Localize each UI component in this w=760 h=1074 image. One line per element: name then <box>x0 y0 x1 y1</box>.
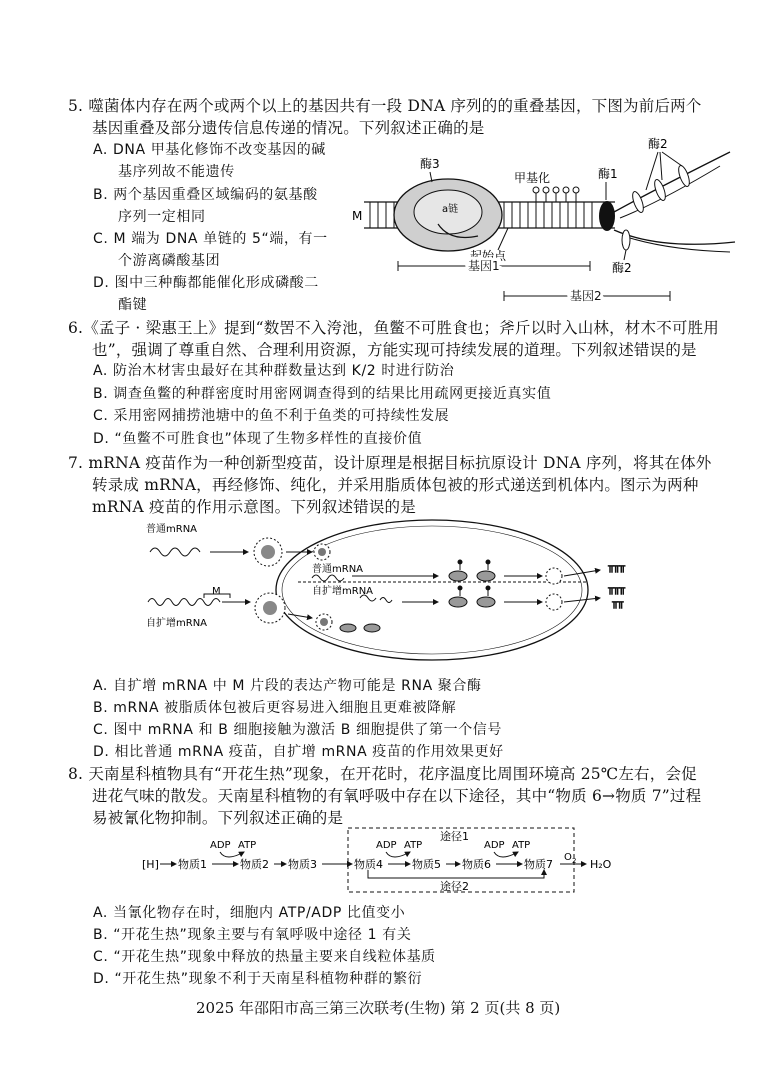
fig-s1: 物质1 <box>178 858 207 871</box>
q5-stem-line1: 5. 噬菌体内存在两个或两个以上的基因共有一段 DNA 序列的的重叠基因，下图为前后两个 <box>68 97 702 115</box>
q8-stem-line1: 8. 天南星科植物具有“开花生热”现象，在开花时，花序温度比周围环境高 25℃左右，会促 <box>68 765 697 783</box>
fig-adp-1: ADP <box>210 840 231 851</box>
svg-text:⫪⫪⫪: ⫪⫪⫪ <box>608 586 625 597</box>
q7-mrna-vaccine-diagram <box>140 518 660 668</box>
q5-option-d-cont: 酯键 <box>118 297 148 313</box>
fig-s4: 物质4 <box>354 858 383 871</box>
q6-stem-line1: 6.《孟子 · 梁惠王上》提到“数罟不入洿池，鱼鳖不可胜食也；斧斤以时入山林，材木不可胜用 <box>68 319 719 337</box>
fig-enzyme2-top-label: 酶2 <box>648 137 668 151</box>
q5-option-b: B. 两个基因重叠区域编码的氨基酸 <box>93 187 318 203</box>
q7-stem-line1: 7. mRNA 疫苗作为一种创新型疫苗，设计原理是根据目标抗原设计 DNA 序列，将其在体外 <box>68 454 712 472</box>
fig-normal-mrna-inner-label: 普通mRNA <box>312 564 364 575</box>
q8-option-d: D. “开花生热”现象不利于天南星科植物种群的繁衍 <box>93 971 423 987</box>
q8-stem-line2: 进花气味的散发。天南星科植物的有氧呼吸中存在以下途径，其中“物质 6→物质 7”过程 <box>92 787 702 805</box>
fig-enzyme3-label: 酶3 <box>420 157 440 171</box>
fig-normal-mrna-label: 普通mRNA <box>146 524 198 535</box>
fig-adp-2: ADP <box>376 840 397 851</box>
fig-m-label: M <box>212 586 221 597</box>
fig-path2-label: 途径2 <box>440 880 469 893</box>
fig-atp-3: ATP <box>512 840 531 851</box>
fig-adp-3: ADP <box>484 840 505 851</box>
svg-text:⫪⫪: ⫪⫪ <box>612 600 624 611</box>
fig-h2o: H₂O <box>590 858 612 871</box>
fig-s3: 物质3 <box>288 858 317 871</box>
q8-option-a: A. 当氰化物存在时，细胞内 ATP/ADP 比值变小 <box>93 905 406 921</box>
fig-gene1-label: 基因1 <box>468 259 500 273</box>
q5-option-b-cont: 序列一定相同 <box>118 209 206 225</box>
q6-option-b: B. 调查鱼鳖的种群密度时用密网调查得到的结果比用疏网更接近真实值 <box>93 386 552 402</box>
q5-option-a: A. DNA 甲基化修饰不改变基因的碱 <box>93 142 326 158</box>
q5-stem-line2: 基因重叠及部分遗传信息传递的情况。下列叙述正确的是 <box>92 119 485 137</box>
fig-h-label: [H] <box>142 858 159 871</box>
fig-atp-1: ATP <box>238 840 257 851</box>
q7-option-b: B. mRNA 被脂质体包被后更容易进入细胞且更难被降解 <box>93 700 457 716</box>
q5-gene-overlap-diagram <box>350 132 740 312</box>
fig-gene2-label: 基因2 <box>570 289 602 303</box>
enzyme1-shape <box>599 201 615 231</box>
fig-s6: 物质6 <box>462 858 491 871</box>
fig-self-mrna-label: 自扩增mRNA <box>146 618 208 629</box>
fig-s2: 物质2 <box>240 858 269 871</box>
q6-option-c: C. 采用密网捕捞池塘中的鱼不利于鱼类的可持续性发展 <box>93 408 450 424</box>
fig-enzyme1-label: 酶1 <box>598 167 618 181</box>
fig-s5: 物质5 <box>412 858 441 871</box>
fig-o2-sub: 2 <box>572 857 577 865</box>
page-footer: 2025 年邵阳市高三第三次联考(生物) 第 2 页(共 8 页) <box>196 999 561 1017</box>
q7-stem-line3: mRNA 疫苗的作用示意图。下列叙述错误的是 <box>92 498 416 516</box>
q8-stem-line3: 易被氰化物抑制。下列叙述正确的是 <box>92 809 344 827</box>
fig-self-mrna-inner-label: 自扩增mRNA <box>312 586 374 597</box>
q7-option-d: D. 相比普通 mRNA 疫苗，自扩增 mRNA 疫苗的作用效果更好 <box>93 744 504 760</box>
q6-option-d: D. “鱼鳖不可胜食也”体现了生物多样性的直接价值 <box>93 431 423 447</box>
fig-path1-label: 途径1 <box>440 830 469 843</box>
fig-chain-label: a链 <box>442 204 459 215</box>
q5-option-a-cont: 基序列故不能遗传 <box>118 164 235 180</box>
fig-methylation-label: 甲基化 <box>514 171 551 185</box>
q5-option-d: D. 图中三种酶都能催化形成磷酸二 <box>93 275 319 291</box>
fig-start-label: 起始点 <box>470 249 507 263</box>
fig-enzyme2-bottom-label: 酶2 <box>612 261 632 275</box>
q6-option-a: A. 防治木材害虫最好在其种群数量达到 K/2 时进行防治 <box>93 363 455 379</box>
fig-atp-2: ATP <box>404 840 423 851</box>
q8-option-b: B. “开花生热”现象主要与有氧呼吸中途径 1 有关 <box>93 927 412 943</box>
fig-o2: O <box>564 852 572 863</box>
q8-pathway-diagram <box>140 826 630 896</box>
q7-stem-line2: 转录成 mRNA，再经修饰、纯化，并采用脂质体包被的形式递送到机体内。图示为两种 <box>92 476 699 494</box>
q5-option-c-cont: 个游离磷酸基团 <box>118 253 221 269</box>
fig-s7: 物质7 <box>524 858 553 871</box>
q7-option-c: C. 图中 mRNA 和 B 细胞接触为激活 B 细胞提供了第一个信号 <box>93 722 502 738</box>
q6-stem-line2: 也”，强调了尊重自然、合理利用资源，方能实现可持续发展的道理。下列叙述错误的是 <box>92 341 697 359</box>
svg-text:⫪⫪⫪: ⫪⫪⫪ <box>608 564 625 575</box>
q5-option-c: C. M 端为 DNA 单链的 5“端，有一 <box>93 231 328 247</box>
fig-m-label: M <box>352 209 363 223</box>
q7-option-a: A. 自扩增 mRNA 中 M 片段的表达产物可能是 RNA 聚合酶 <box>93 678 482 694</box>
q8-option-c: C. “开花生热”现象中释放的热量主要来自线粒体基质 <box>93 949 436 965</box>
